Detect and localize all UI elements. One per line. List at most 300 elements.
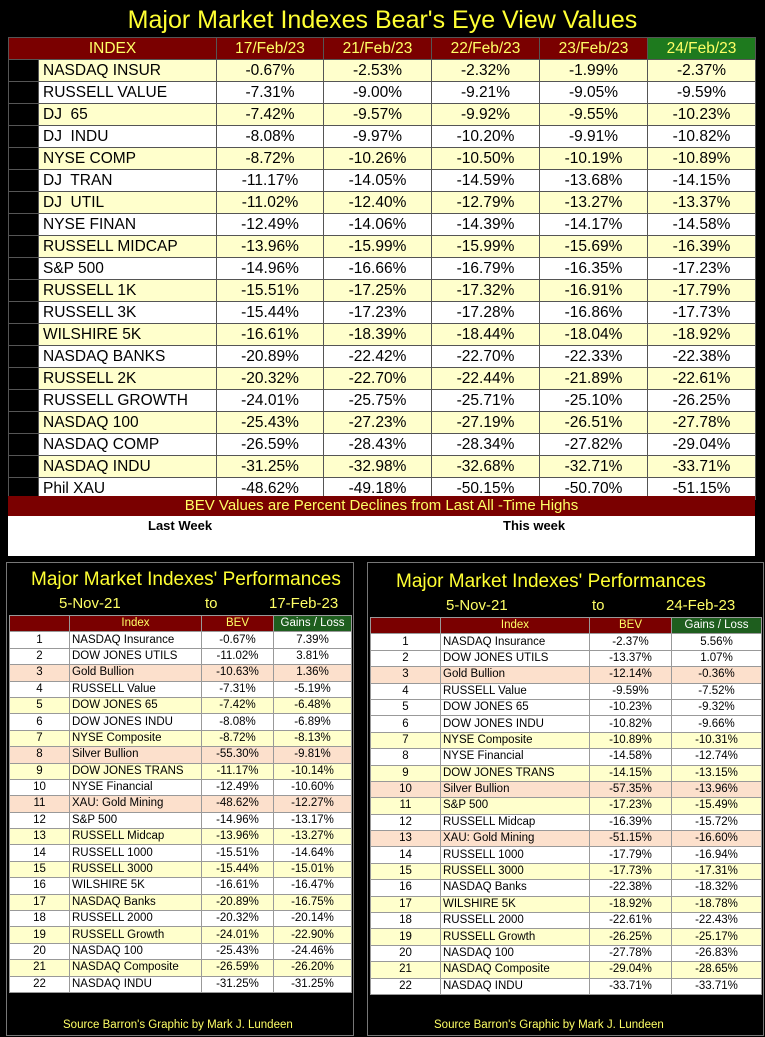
index-name-cell: XAU: Gold Mining [70,796,202,812]
perf-row [371,945,762,961]
header-bev: BEV [202,616,274,632]
bev-value-cell: -31.25% [217,456,324,478]
bev-value-cell: -17.28% [432,302,540,324]
bev-cell: -16.61% [202,878,274,894]
bev-value-cell: -32.98% [324,456,432,478]
bev-value-cell: -15.69% [540,236,648,258]
bev-cell: -14.15% [590,765,672,781]
bev-row [9,346,756,368]
perf-row [10,763,352,779]
index-name-cell: WILSHIRE 5K [70,878,202,894]
bev-value-cell: -16.39% [648,236,756,258]
rank-cell: 18 [10,911,70,927]
bev-value-cell: -26.51% [540,412,648,434]
bev-value-cell: -10.89% [648,148,756,170]
perf-row [10,911,352,927]
index-name-cell: RUSSELL 3000 [441,863,590,879]
bev-value-cell: -10.50% [432,148,540,170]
bev-value-cell: -22.70% [432,346,540,368]
perf-panel-left [6,562,354,1036]
rank-cell: 5 [371,699,441,715]
perf-row [10,894,352,910]
index-name-cell: RUSSELL Growth [70,927,202,943]
gains-loss-cell: -17.31% [672,863,762,879]
header-date: 21/Feb/23 [324,38,432,60]
rank-cell: 13 [10,829,70,845]
gains-loss-cell: -25.17% [672,929,762,945]
index-name-cell: RUSSELL VALUE [39,82,217,104]
gains-loss-cell: -9.81% [274,747,352,763]
perf-row [371,978,762,994]
bev-cell: -22.38% [590,880,672,896]
perf-row [10,812,352,828]
gains-loss-cell: -14.64% [274,845,352,861]
bev-value-cell: -18.44% [432,324,540,346]
index-name-cell: RUSSELL 1000 [441,847,590,863]
bev-value-cell: -2.53% [324,60,432,82]
perf-row [10,730,352,746]
index-name-cell: DOW JONES TRANS [70,763,202,779]
gains-loss-cell: -15.72% [672,814,762,830]
bev-value-cell: -27.82% [540,434,648,456]
rank-cell: 14 [10,845,70,861]
bev-cell: -16.39% [590,814,672,830]
perf-row [10,878,352,894]
index-name-cell: Silver Bullion [441,781,590,797]
bev-cell: -14.58% [590,749,672,765]
rank-cell: 6 [9,170,39,192]
gains-loss-cell: -31.25% [274,976,352,992]
perf-row [371,765,762,781]
bev-value-cell: -15.51% [217,280,324,302]
bev-value-cell: -9.92% [432,104,540,126]
index-name-cell: NYSE COMP [39,148,217,170]
gains-loss-cell: -26.20% [274,960,352,976]
perf-row [10,632,352,648]
bev-value-cell: -25.43% [217,412,324,434]
header-index: Index [70,616,202,632]
gains-loss-cell: -6.48% [274,697,352,713]
bev-value-cell: -2.37% [648,60,756,82]
index-name-cell: NYSE Composite [70,730,202,746]
bev-value-cell: -12.49% [217,214,324,236]
bev-value-cell: -17.23% [648,258,756,280]
bev-value-cell: -10.23% [648,104,756,126]
gains-loss-cell: -13.17% [274,812,352,828]
bev-cell: -55.30% [202,747,274,763]
bev-cell: -13.96% [202,829,274,845]
gains-loss-cell: -10.14% [274,763,352,779]
rank-cell: 19 [9,456,39,478]
index-name-cell: DOW JONES INDU [70,714,202,730]
bev-cell: -57.35% [590,781,672,797]
bev-value-cell: -17.23% [324,302,432,324]
gains-loss-cell: -18.78% [672,896,762,912]
bev-cell: -25.43% [202,943,274,959]
gains-loss-cell: -13.96% [672,781,762,797]
index-name-cell: RUSSELL 2K [39,368,217,390]
perf-title: Major Market Indexes' Performances [396,571,706,592]
bev-value-cell: -26.25% [648,390,756,412]
perf-row [371,847,762,863]
header-date-latest: 24/Feb/23 [648,38,756,60]
perf-row [371,831,762,847]
gains-loss-cell: -6.89% [274,714,352,730]
bev-value-cell: -14.58% [648,214,756,236]
bev-row [9,148,756,170]
perf-row [10,943,352,959]
bev-value-cell: -9.00% [324,82,432,104]
bev-row [9,236,756,258]
gains-loss-cell: -9.32% [672,699,762,715]
bev-cell: -9.59% [590,683,672,699]
bev-row [9,368,756,390]
bev-row [9,456,756,478]
gains-loss-cell: -16.47% [274,878,352,894]
header-date: 22/Feb/23 [432,38,540,60]
bev-row [9,390,756,412]
rank-cell: 13 [9,324,39,346]
gains-loss-cell: -26.83% [672,945,762,961]
bev-row [9,104,756,126]
bev-cell: -10.82% [590,716,672,732]
gains-loss-cell: 3.81% [274,648,352,664]
rank-cell: 4 [9,126,39,148]
index-name-cell: DJ 65 [39,104,217,126]
perf-row [371,650,762,666]
gains-loss-cell: -10.60% [274,779,352,795]
bev-value-cell: -22.33% [540,346,648,368]
bev-value-cell: -9.05% [540,82,648,104]
perf-to-word: to [592,597,605,614]
bev-value-cell: -32.68% [432,456,540,478]
perf-table-header [371,618,762,634]
gains-loss-cell: -16.75% [274,894,352,910]
perf-from-date: 5-Nov-21 [59,595,121,612]
bev-cell: -12.49% [202,779,274,795]
header-date: 23/Feb/23 [540,38,648,60]
bev-value-cell: -24.01% [217,390,324,412]
rank-cell: 7 [10,730,70,746]
bev-value-cell: -12.40% [324,192,432,214]
rank-cell: 2 [371,650,441,666]
perf-to-word: to [205,595,218,612]
bev-cell: -31.25% [202,976,274,992]
rank-cell: 18 [9,434,39,456]
perf-table-header [10,616,352,632]
rank-cell: 12 [371,814,441,830]
perf-row [10,779,352,795]
index-name-cell: NASDAQ INDU [70,976,202,992]
rank-cell: 15 [371,863,441,879]
index-name-cell: DOW JONES INDU [441,716,590,732]
bev-value-cell: -9.97% [324,126,432,148]
bev-value-cell: -48.62% [217,478,324,500]
gains-loss-cell: -15.49% [672,798,762,814]
bev-value-cell: -25.71% [432,390,540,412]
rank-cell: 11 [371,798,441,814]
bev-value-cell: -27.78% [648,412,756,434]
perf-row [371,880,762,896]
bev-value-cell: -8.72% [217,148,324,170]
rank-cell: 4 [371,683,441,699]
rank-cell: 21 [10,960,70,976]
perf-row [371,929,762,945]
index-name-cell: RUSSELL Midcap [441,814,590,830]
bev-value-cell: -14.15% [648,170,756,192]
index-name-cell: NASDAQ Insurance [70,632,202,648]
gains-loss-cell: -20.14% [274,911,352,927]
perf-row [10,697,352,713]
bev-value-cell: -17.73% [648,302,756,324]
bev-cell: -15.51% [202,845,274,861]
gains-loss-cell: -16.94% [672,847,762,863]
bev-value-cell: -10.82% [648,126,756,148]
index-name-cell: WILSHIRE 5K [441,896,590,912]
perf-row [371,863,762,879]
bev-value-cell: -18.04% [540,324,648,346]
rank-cell: 22 [371,978,441,994]
index-name-cell: NASDAQ Composite [70,960,202,976]
index-name-cell: RUSSELL 3000 [70,861,202,877]
bev-value-cell: -25.10% [540,390,648,412]
bev-value-cell: -16.35% [540,258,648,280]
bev-value-cell: -14.06% [324,214,432,236]
bev-cell: -33.71% [590,978,672,994]
bev-row [9,60,756,82]
rank-cell: 2 [10,648,70,664]
index-name-cell: NYSE Financial [441,749,590,765]
bev-value-cell: -25.75% [324,390,432,412]
bev-cell: -11.02% [202,648,274,664]
bev-value-cell: -15.99% [324,236,432,258]
perf-row [371,814,762,830]
rank-cell: 19 [10,927,70,943]
last-week-label: Last Week [148,518,213,533]
perf-to-date: 24-Feb-23 [666,597,736,614]
bev-value-cell: -14.39% [432,214,540,236]
rank-cell: 14 [9,346,39,368]
perf-row [371,913,762,929]
bev-cell: -15.44% [202,861,274,877]
index-name-cell: WILSHIRE 5K [39,324,217,346]
rank-cell: 16 [9,390,39,412]
perf-row [371,798,762,814]
rank-cell: 3 [10,665,70,681]
perf-to-date: 17-Feb-23 [269,595,339,612]
rank-cell: 5 [9,148,39,170]
perf-row [371,667,762,683]
rank-cell: 9 [9,236,39,258]
index-name-cell: NASDAQ INDU [441,978,590,994]
rank-cell: 9 [10,763,70,779]
perf-row [10,796,352,812]
bev-cell: -13.37% [590,650,672,666]
bev-row [9,82,756,104]
index-name-cell: RUSSELL 2000 [441,913,590,929]
gains-loss-cell: -15.01% [274,861,352,877]
bev-value-cell: -0.67% [217,60,324,82]
bev-value-cell: -14.96% [217,258,324,280]
bev-row [9,412,756,434]
bev-value-cell: -16.79% [432,258,540,280]
week-labels [8,516,755,556]
this-week-label: This week [503,518,566,533]
perf-row [10,829,352,845]
rank-cell: 10 [10,779,70,795]
bev-value-cell: -9.55% [540,104,648,126]
gains-loss-cell: -12.74% [672,749,762,765]
bev-value-cell: -14.05% [324,170,432,192]
bev-value-cell: -16.86% [540,302,648,324]
bev-row [9,324,756,346]
index-name-cell: NYSE Composite [441,732,590,748]
gains-loss-cell: -18.32% [672,880,762,896]
header-date: 17/Feb/23 [217,38,324,60]
rank-cell: 21 [371,962,441,978]
bev-value-cell: -8.08% [217,126,324,148]
rank-cell: 9 [371,765,441,781]
rank-cell: 14 [371,847,441,863]
bev-value-cell: -29.04% [648,434,756,456]
bev-value-cell: -16.91% [540,280,648,302]
perf-row [10,681,352,697]
bev-value-cell: -18.39% [324,324,432,346]
bev-cell: -20.89% [202,894,274,910]
perf-panel-right [367,562,764,1036]
index-name-cell: NASDAQ 100 [441,945,590,961]
bev-value-cell: -9.21% [432,82,540,104]
bev-value-cell: -10.20% [432,126,540,148]
bev-value-cell: -28.43% [324,434,432,456]
perf-from-date: 5-Nov-21 [446,597,508,614]
bev-cell: -26.25% [590,929,672,945]
bev-value-cell: -22.42% [324,346,432,368]
bev-cell: -12.14% [590,667,672,683]
bev-row [9,214,756,236]
bev-value-cell: -28.34% [432,434,540,456]
index-name-cell: NASDAQ BANKS [39,346,217,368]
gains-loss-cell: -16.60% [672,831,762,847]
rank-cell: 6 [10,714,70,730]
index-name-cell: NASDAQ Composite [441,962,590,978]
index-name-cell: RUSSELL 1K [39,280,217,302]
perf-row [371,896,762,912]
gains-loss-cell: -13.27% [274,829,352,845]
gains-loss-cell: -22.43% [672,913,762,929]
bev-value-cell: -22.38% [648,346,756,368]
bev-value-cell: -13.68% [540,170,648,192]
perf-row [10,861,352,877]
bev-cell: -8.72% [202,730,274,746]
rank-cell: 15 [10,861,70,877]
bev-cell: -7.42% [202,697,274,713]
bev-value-cell: -9.59% [648,82,756,104]
gains-loss-cell: -5.19% [274,681,352,697]
bev-value-cell: -22.70% [324,368,432,390]
perf-row [371,699,762,715]
rank-cell: 11 [10,796,70,812]
gains-loss-cell: -7.52% [672,683,762,699]
bev-value-cell: -14.59% [432,170,540,192]
perf-row [10,927,352,943]
rank-cell: 7 [9,192,39,214]
index-name-cell: NASDAQ INSUR [39,60,217,82]
header-rank [10,616,70,632]
rank-cell: 18 [371,913,441,929]
bev-row [9,302,756,324]
bev-row [9,434,756,456]
bev-value-cell: -10.19% [540,148,648,170]
bev-value-cell: -51.15% [648,478,756,500]
index-name-cell: RUSSELL Midcap [70,829,202,845]
page-title: Major Market Indexes Bear's Eye View Values [127,6,638,34]
bev-value-cell: -32.71% [540,456,648,478]
bev-value-cell: -7.42% [217,104,324,126]
bev-value-cell: -50.15% [432,478,540,500]
rank-cell: 1 [371,634,441,650]
bev-cell: -27.78% [590,945,672,961]
index-name-cell: DJ UTIL [39,192,217,214]
rank-cell: 1 [10,632,70,648]
index-name-cell: DJ TRAN [39,170,217,192]
rank-cell: 19 [371,929,441,945]
index-name-cell: Gold Bullion [441,667,590,683]
gains-loss-cell: -8.13% [274,730,352,746]
bev-value-cell: -12.79% [432,192,540,214]
gains-loss-cell: -10.31% [672,732,762,748]
bev-value-cell: -21.89% [540,368,648,390]
rank-cell: 7 [371,732,441,748]
rank-cell: 13 [371,831,441,847]
index-name-cell: RUSSELL Value [70,681,202,697]
perf-table-left [9,615,352,993]
rank-cell: 8 [9,214,39,236]
bev-value-cell: -16.66% [324,258,432,280]
perf-row [10,747,352,763]
index-name-cell: Silver Bullion [70,747,202,763]
perf-row [10,714,352,730]
bev-value-cell: -16.61% [217,324,324,346]
rank-cell: 8 [371,749,441,765]
bev-value-cell: -22.44% [432,368,540,390]
rank-cell: 20 [9,478,39,500]
perf-row [371,749,762,765]
index-name-cell: RUSSELL 2000 [70,911,202,927]
bev-value-cell: -13.96% [217,236,324,258]
bev-row [9,126,756,148]
perf-row [371,781,762,797]
bev-cell: -17.73% [590,863,672,879]
bev-row [9,258,756,280]
bev-value-cell: -20.32% [217,368,324,390]
bev-value-cell: -50.70% [540,478,648,500]
index-name-cell: NASDAQ 100 [70,943,202,959]
index-name-cell: Gold Bullion [70,665,202,681]
header-gains-loss: Gains / Loss [274,616,352,632]
bev-value-cell: -27.23% [324,412,432,434]
bev-cell: -7.31% [202,681,274,697]
gains-loss-cell: -12.27% [274,796,352,812]
index-name-cell: RUSSELL 3K [39,302,217,324]
rank-cell: 15 [9,368,39,390]
bev-value-cell: -15.99% [432,236,540,258]
index-name-cell: NASDAQ Banks [441,880,590,896]
bev-cell: -0.67% [202,632,274,648]
header-rank [371,618,441,634]
index-name-cell: NASDAQ Banks [70,894,202,910]
rank-cell: 8 [10,747,70,763]
